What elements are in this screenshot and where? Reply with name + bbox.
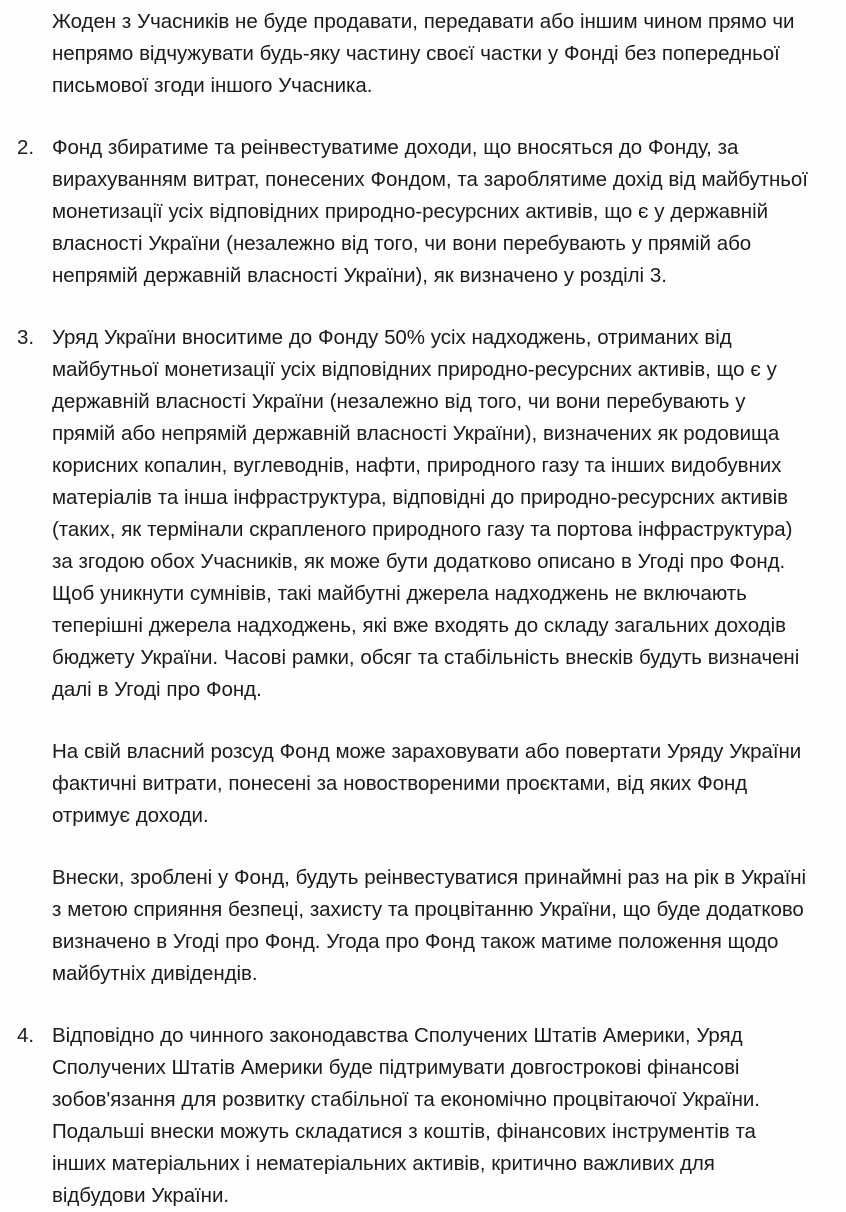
clause-paragraph: Відповідно до чинного законодавства Сполучених Штатів Америки, Уряд Сполучених Штатів Америки буде підтримувати довгострокові фінансові зобов'язання для розвитку стабільної та економічно процвітаючої України. Подальші внески можуть складатися з коштів, фінансових інструментів та інших матеріальних і нематеріальних активів, критично важливих для відбудови України. [52,1024,760,1207]
clause-number: 2. [17,136,35,159]
clause-paragraph: Уряд України вноситиме до Фонду 50% усіх надходжень, отриманих від майбутньої монетизації усіх відповідних природно-ресурсних активів, що є у державній власності України (незалежно від того, чи вони перебувають у прямій або непрямій державній власності України), визначених як родовища корисних копалин, вуглеводнів, нафти, природного газу та інших видобувних матеріалів та інша інфраструктура, відповідні до природно-ресурсних активів (таких, як термінали скрапленого природного газу та портова інфраструктура) за згодою обох Учасників, як може бути додатково описано в Угоді про Фонд. Щоб уникнути сумнівів, такі майбутні джерела надходжень не включають теперішні джерела надходжень, які вже входять до складу загальних доходів бюджету України. Часові рамки, обсяг та стабільність внесків будуть визначені далі в Угоді про Фонд. [52,326,800,701]
numbered-clause [0,132,846,292]
numbered-clause [0,322,846,990]
clause-paragraph: Внески, зроблені у Фонд, будуть реінвестуватися принаймні раз на рік в Україні з метою сприяння безпеці, захисту та процвітанню України, що буде додатково визначено в Угоді про Фонд. Угода про Фонд також матиме положення щодо майбутніх дивідендів. [52,866,807,985]
document-body [0,6,846,1212]
clause-paragraph: Жоден з Учасників не буде продавати, передавати або іншим чином прямо чи непрямо відчужувати будь-яку частину своєї частки у Фонді без попередньої письмової згоди іншого Учасника. [52,10,795,97]
clause-number: 3. [17,326,35,349]
clause-number: 4. [17,1024,35,1047]
numbered-clause [0,1020,846,1212]
clause-paragraph: Фонд збиратиме та реінвестуватиме доходи, що вносяться до Фонду, за вирахуванням витрат, понесених Фондом, та зароблятиме дохід від майбутньої монетизації усіх відповідних природно-ресурсних активів, що є у державній власності України (незалежно від того, чи вони перебувають у прямій або непрямій державній власності України), як визначено у розділі 3. [52,136,808,287]
continuation-paragraph-block [0,6,846,102]
clause-paragraph: На свій власний розсуд Фонд може зараховувати або повертати Уряду України фактичні витрати, понесені за новоствореними проєктами, від яких Фонд отримує доходи. [52,740,802,827]
